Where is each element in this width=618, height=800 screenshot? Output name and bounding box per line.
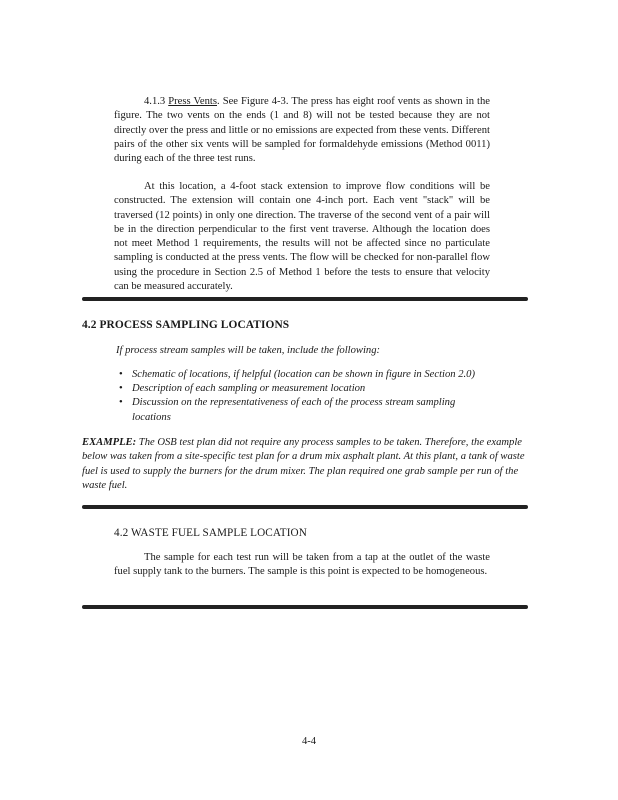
example-label: EXAMPLE:: [82, 437, 137, 448]
example-paragraph: [82, 436, 528, 493]
stack-extension-paragraph: At this location, a 4-foot stack extension to improve flow conditions will be constructed. The extension will contain one 4-inch port. Each vent "stack" will be traversed (12 points) in only one direction. The traverse of the second vent of a pair will be in the direction perpendicular to the first vent traverse. Although the location does not meet Method 1 requirements, the results will not be affected since no particulate sampling is conducted at the press vents. The flow will be checked for non-parallel flow using the procedure in Section 2.5 of Method 1 before the tests to ensure that velocity can be measured accurately.: [114, 181, 490, 293]
example-text: The OSB test plan did not require any process samples to be taken. Therefore, the example below was taken from a site-specific test plan for a drum mix asphalt plant. At this plant, a tank of waste fuel is used to supply the burners for the drum mixer. The plan required one grab sample per run of the waste fuel.: [82, 437, 525, 491]
waste-fuel-paragraph: The sample for each test run will be taken from a tap at the outlet of the waste fuel supply tank to the burners. The sample is this point is expected to be homogeneous.: [114, 552, 490, 578]
bullet-item-description: • Description of each sampling or measurement location: [116, 382, 526, 396]
process-sampling-heading: 4.2 PROCESS SAMPLING LOCATIONS: [82, 319, 290, 331]
section-divider-1: [82, 297, 528, 301]
bullet-item-schematic: • Schematic of locations, if helpful (location can be shown in figure in Section 2.0): [116, 368, 526, 382]
process-sampling-bullet-list: [116, 368, 526, 425]
section-divider-3: [82, 605, 528, 609]
waste-fuel-heading: 4.2 WASTE FUEL SAMPLE LOCATION: [114, 527, 307, 539]
section-4-1-3-body: . See Figure 4-3. The press has eight roof vents as shown in the figure. The two vents on the ends (1 and 8) will not be tested because they are not directly over the press and little or no emissions are expected from these vents. Different pairs of the other six vents will be sampled for formaldehyde emissions (Method 0011) during each of the three test runs.: [114, 96, 490, 165]
bullet-item-discussion: • Discussion on the representativeness of each of the process stream sampling locations: [116, 396, 462, 424]
process-sampling-intro: If process stream samples will be taken, include the following:: [116, 345, 381, 356]
section-4-1-3-paragraph: [114, 95, 490, 166]
section-divider-2: [82, 505, 528, 509]
page-number: 4-4: [301, 736, 317, 747]
section-4-1-3-title: Press Vents: [168, 96, 217, 107]
section-4-1-3-number: 4.1.3: [144, 96, 166, 107]
